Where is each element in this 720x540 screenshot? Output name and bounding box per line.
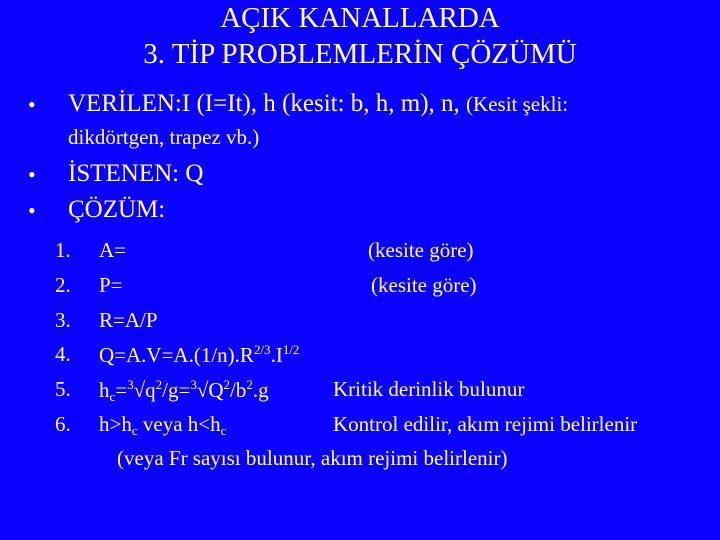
step-number-4: 4.	[55, 342, 71, 366]
given-text	[68, 90, 568, 118]
step-5-sqrt-q: √q	[133, 378, 156, 402]
step-number-6: 6.	[55, 412, 71, 436]
step-2-formula: P=	[99, 273, 123, 297]
step-6-formula	[99, 412, 226, 439]
step-6-part-b: veya h<h	[137, 412, 221, 436]
step-5-sqrt-Q: √Q	[196, 378, 224, 402]
step-number-5: 5.	[55, 377, 71, 401]
step-5-times-g: .g	[252, 378, 269, 402]
step-4-exp-2: 1/2	[282, 342, 300, 357]
step-5-formula	[99, 377, 269, 405]
step-6-sub-2: c	[220, 423, 227, 438]
step-2-note: (kesite göre)	[371, 273, 477, 297]
title-line-2: 3. TİP PROBLEMLERİN ÇÖZÜMÜ	[143, 38, 577, 70]
step-number-2: 2.	[55, 273, 71, 297]
step-5-eq: =	[115, 378, 128, 402]
step-1-note: (kesite göre)	[368, 238, 474, 262]
step-5-root-index-1: 3	[127, 377, 134, 392]
step-6-sub-1: c	[131, 423, 138, 438]
bullet-required: •	[28, 162, 36, 187]
step-number-1: 1.	[55, 238, 71, 262]
step-4-part-a: Q=A.V=A.(1/n).R	[99, 343, 254, 367]
bullet-solution: •	[28, 198, 36, 223]
step-5-h: h	[99, 378, 110, 402]
step-3-formula: R=A/P	[99, 308, 158, 332]
step-5-exp-1: 2	[155, 377, 163, 392]
step-5-sub-c: c	[109, 389, 116, 404]
slide-title	[0, 0, 720, 72]
step-1-formula: A=	[99, 238, 127, 262]
footer-note: (veya Fr sayısı bulunur, akım rejimi belirlenir)	[117, 446, 508, 470]
step-5-div-b: /b	[230, 378, 247, 402]
step-6-part-a: h>h	[99, 412, 132, 436]
step-4-part-b: .I	[270, 343, 283, 367]
required-text: İSTENEN: Q	[68, 160, 204, 187]
step-5-div-g: /g=	[162, 378, 191, 402]
title-line-1: AÇIK KANALLARDA	[220, 2, 500, 34]
step-number-3: 3.	[55, 308, 71, 332]
given-small-cont: (Kesit şekli:	[466, 92, 569, 116]
step-5-exp-2: 2	[223, 377, 231, 392]
step-5-note: Kritik derinlik bulunur	[333, 377, 525, 401]
step-6-note: Kontrol edilir, akım rejimi belirlenir	[333, 412, 638, 436]
given-main: VERİLEN:I (I=It), h (kesit: b, h, m), n,	[68, 90, 467, 117]
bullet-given: •	[28, 92, 36, 117]
step-4-formula	[99, 342, 299, 368]
given-line-2: dikdörtgen, trapez vb.)	[68, 125, 260, 149]
step-4-exp-1: 2/3	[253, 342, 271, 357]
step-5-root-index-2: 3	[190, 377, 197, 392]
solution-text: ÇÖZÜM:	[68, 196, 166, 223]
step-5-exp-3: 2	[246, 377, 253, 392]
